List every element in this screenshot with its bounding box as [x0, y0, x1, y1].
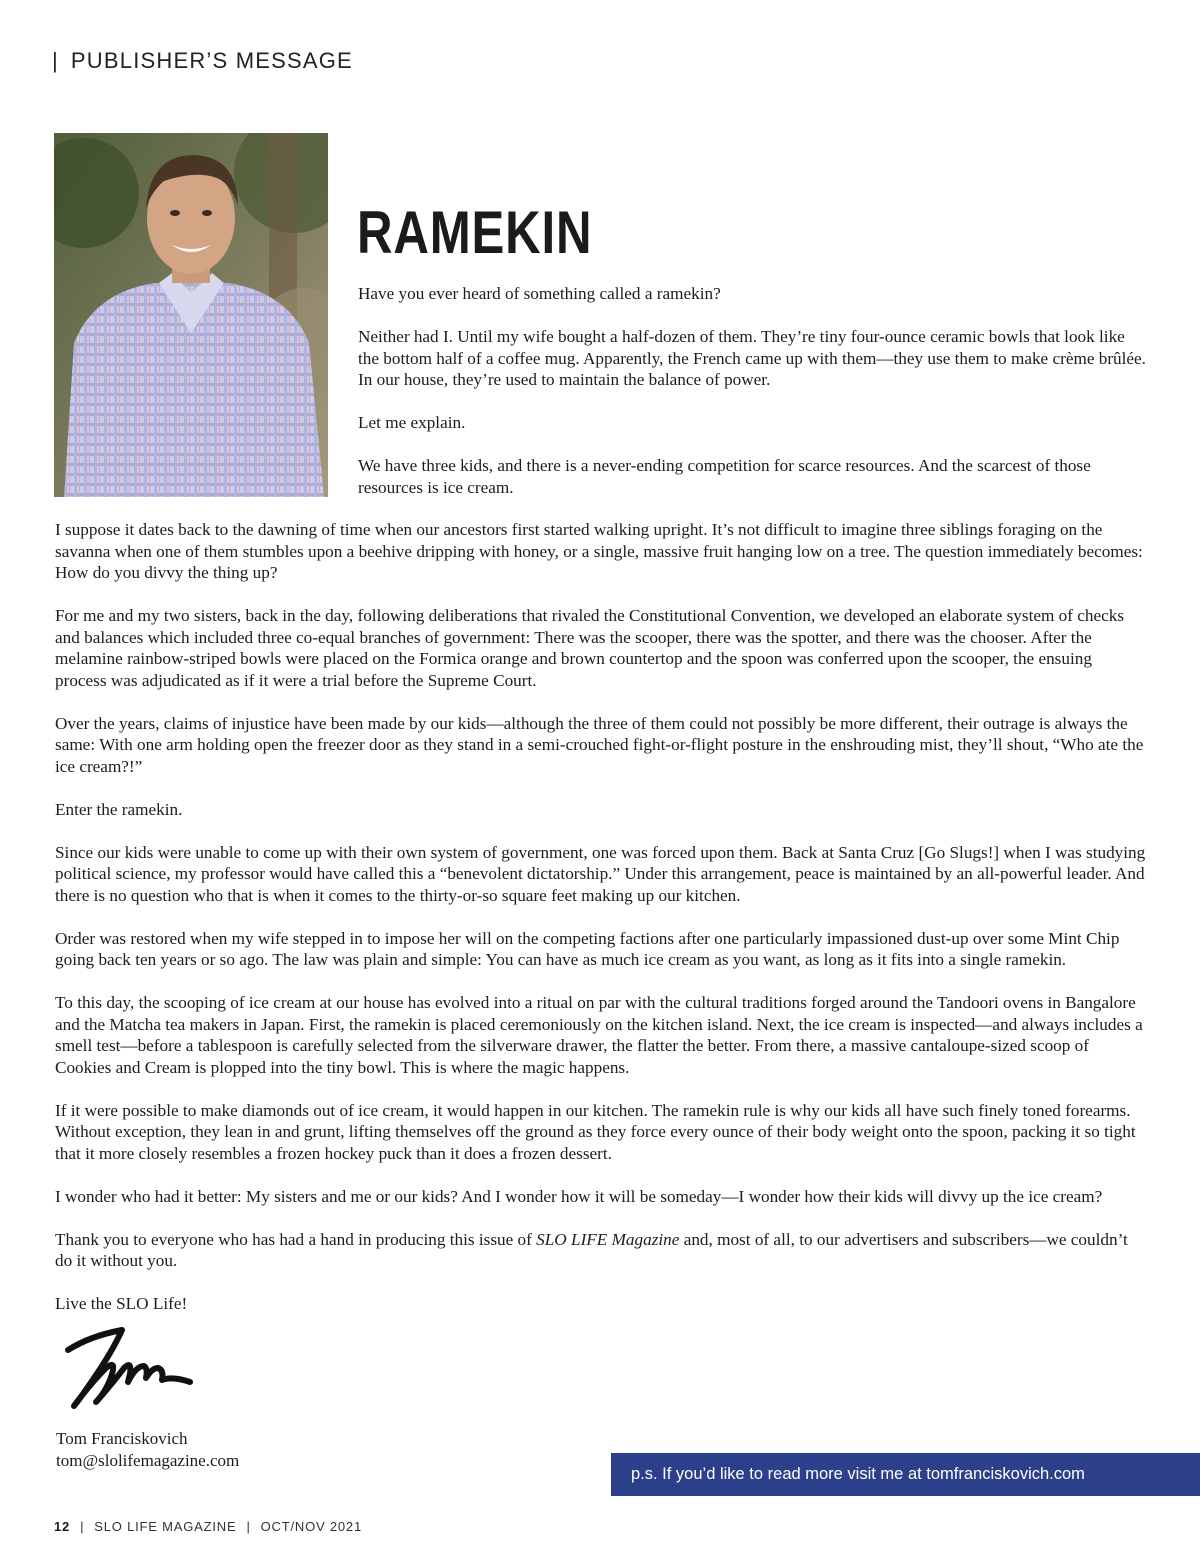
thanks-paragraph: [55, 1229, 1147, 1272]
page-number: 12: [54, 1519, 71, 1534]
paragraph: Let me explain.: [358, 413, 466, 432]
paragraph: We have three kids, and there is a never-ending competition for scarce resources. And the scarcest of those resources is ice cream.: [358, 456, 1091, 497]
ps-banner: [611, 1453, 1200, 1496]
paragraph: For me and my two sisters, back in the day, following deliberations that rivaled the Constitutional Convention, we developed an elaborate system of checks and balances which included three co-equal branches of government: There was the scooper, there was the spotter, and there was the chooser. After the melamine rainbow-striped bowls were placed on the Formica orange and brown countertop and the spoon was conferred upon the scooper, the ensuing process was adjudicated as if it were a trial before the Supreme Court.: [55, 606, 1125, 690]
signature-block: [56, 1428, 239, 1471]
paragraph: If it were possible to make diamonds out of ice cream, it would happen in our kitchen. The ramekin rule is why our kids all have such finely toned forearms. Without exception, they lean in and grunt, lifting themselves off the ground as they force every ounce of their body weight onto the spoon, packing it so tight that it more closely resembles a frozen hockey puck than it does a frozen dessert.: [55, 1100, 1136, 1163]
thanks-text-end: and, most of all, to our advertisers and subscribers—we couldn’t do it without you.: [55, 1229, 1128, 1270]
section-header: [52, 48, 353, 74]
paragraph: Neither had I. Until my wife bought a half-dozen of them. They’re tiny four-ounce ceramic bowls that look like the bottom half of a coffee mug. Apparently, the French came up with them—they use them to make crème brûlée. In our house, they’re used to maintain the balance of power.: [358, 327, 1146, 389]
magazine-name: SLO LIFE Magazine: [536, 1229, 680, 1249]
paragraph: Have you ever heard of something called a ramekin?: [358, 284, 721, 303]
author-name: Tom Franciskovich: [56, 1429, 188, 1448]
thanks-text: Thank you to everyone who has had a hand in producing this issue of: [55, 1229, 537, 1249]
author-photo: [54, 133, 328, 497]
footer-issue: OCT/NOV 2021: [260, 1519, 362, 1534]
closing-line: Live the SLO Life!: [55, 1294, 188, 1313]
section-divider: |: [52, 48, 59, 73]
paragraph: Order was restored when my wife stepped in to impose her will on the competing factions after one particularly impassioned dust-up over some Mint Chip going back ten years or so ago. The law was plain and simple: You can have as much ice cream as you want, as long as it fits into a single ramekin.: [55, 928, 1120, 969]
paragraph: Since our kids were unable to come up with their own system of government, one was forced upon them. Back at Santa Cruz [Go Slugs!] when I was studying political science, my professor would have called this a “benevolent dictatorship.” Under this arrangement, peace is maintained by an all-powerful leader. And there is no question who that is when it comes to the thirty-or-so square feet making up our kitchen.: [55, 842, 1146, 905]
article-title: RAMEKIN: [357, 199, 593, 266]
paragraph: I wonder who had it better: My sisters and me or our kids? And I wonder how it will be someday—I wonder how their kids will divvy up the ice cream?: [55, 1186, 1103, 1206]
author-portrait-image: [54, 133, 328, 497]
section-title: PUBLISHER’S MESSAGE: [70, 48, 353, 73]
page-footer: [54, 1519, 362, 1534]
handwritten-signature: [60, 1322, 200, 1412]
paragraph: I suppose it dates back to the dawning of time when our ancestors first started walking upright. It’s not difficult to imagine three siblings foraging on the savanna when one of them stumbles upon a beehive dripping with honey, or a single, massive fruit hanging low on a tree. The question immediately becomes: How do you divvy the thing up?: [55, 520, 1143, 582]
footer-magazine: SLO LIFE MAGAZINE: [94, 1519, 237, 1534]
article-intro: [358, 283, 1148, 520]
paragraph: Over the years, claims of injustice have been made by our kids—although the three of them could not possibly be more different, their outrage is always the same: With one arm holding open the freezer door as they stand in a semi-crouched fight-or-flight posture in the enshrouding mist, they’ll shout, “Who ate the ice cream?!”: [55, 713, 1144, 776]
paragraph: To this day, the scooping of ice cream at our house has evolved into a ritual on par with the cultural traditions forged around the Tandoori ovens in Bangalore and the Matcha tea makers in Japan. First, the ramekin is placed ceremoniously on the kitchen island. Next, the ice cream is inspected—and always includes a smell test—before a tablespoon is carefully selected from the silverware drawer, the flatter the better. From there, a massive cantaloupe-sized scoop of Cookies and Cream is plopped into the tiny bowl. This is where the magic happens.: [55, 993, 1143, 1077]
footer-divider: |: [246, 1519, 251, 1534]
footer-divider: |: [80, 1519, 85, 1534]
ps-text[interactable]: p.s. If you’d like to read more visit me at tomfranciskovich.com: [631, 1465, 1085, 1483]
article-body: [55, 519, 1147, 1336]
paragraph: Enter the ramekin.: [55, 799, 183, 819]
author-email[interactable]: tom@slolifemagazine.com: [56, 1450, 240, 1470]
